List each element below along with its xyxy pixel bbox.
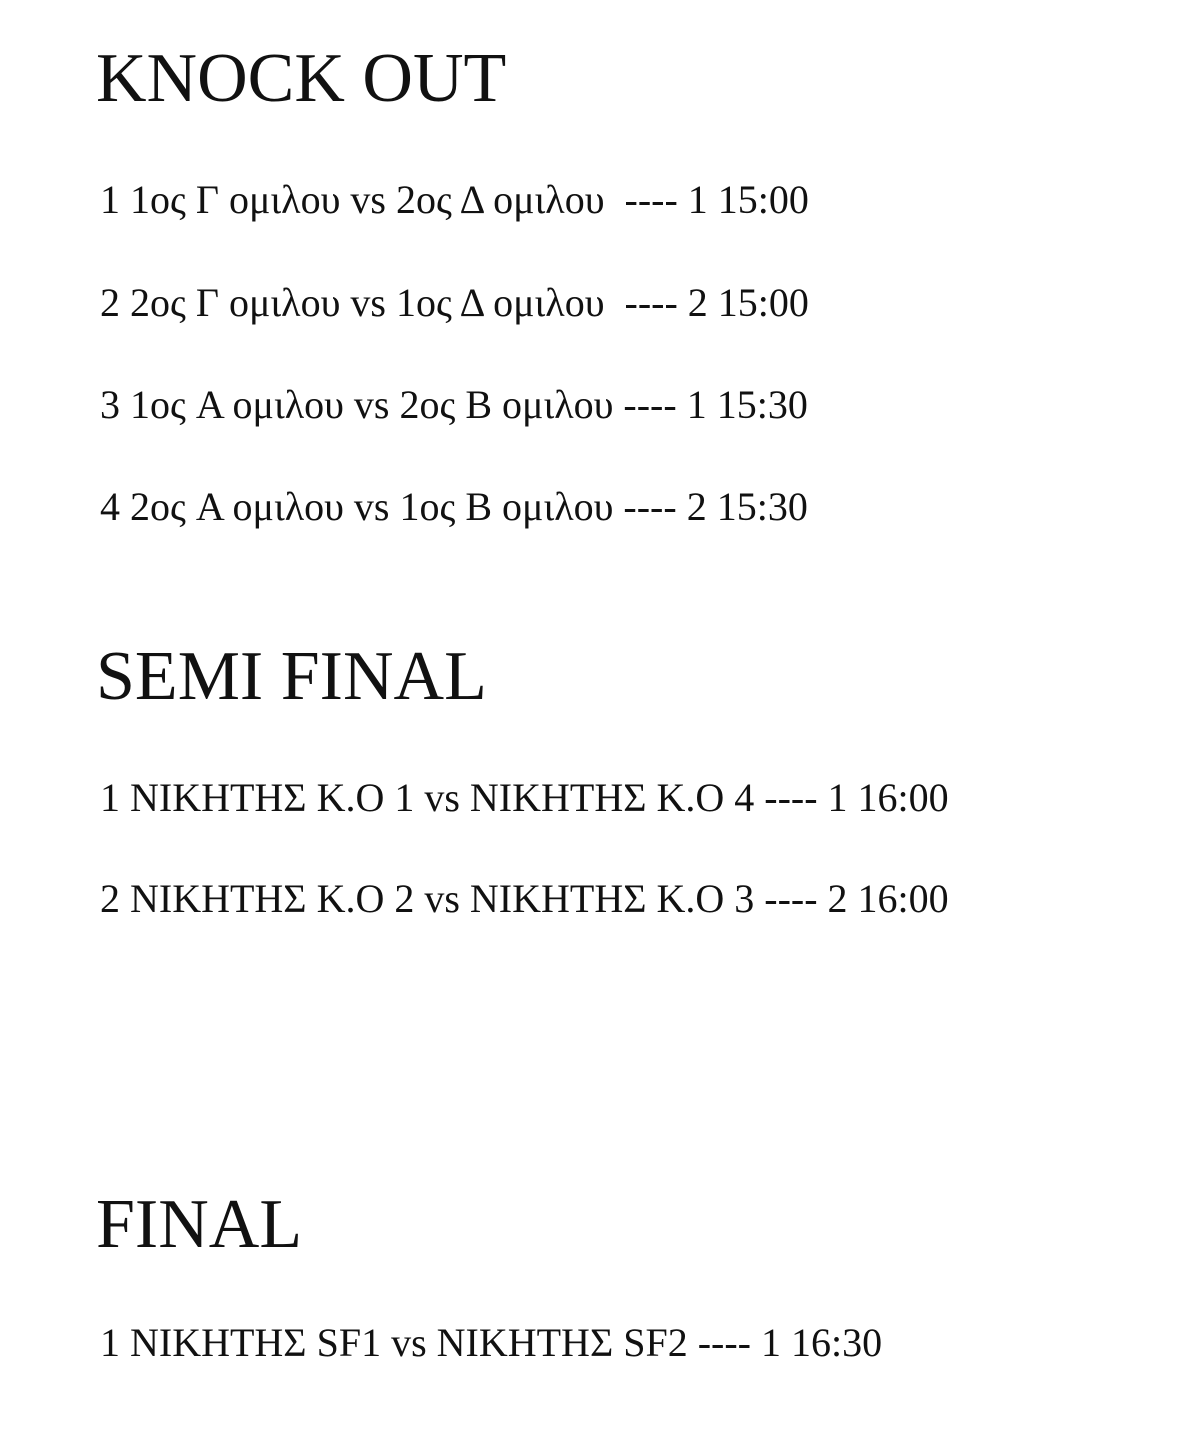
knockout-match-3: 3 1ος A ομιλου vs 2ος B ομιλου ---- 1 15:30 <box>100 382 808 427</box>
semifinal-match-1: 1 ΝΙΚΗΤΗΣ Κ.Ο 1 vs ΝΙΚΗΤΗΣ Κ.Ο 4 ---- 1 16:00 <box>100 775 949 820</box>
final-heading: FINAL <box>96 1186 303 1263</box>
semifinal-match-2: 2 ΝΙΚΗΤΗΣ Κ.Ο 2 vs ΝΙΚΗΤΗΣ Κ.Ο 3 ---- 2 16:00 <box>100 876 949 921</box>
knockout-match-1: 1 1ος Γ ομιλου vs 2ος Δ ομιλου ---- 1 15:00 <box>100 177 809 222</box>
semifinal-heading: SEMI FINAL <box>96 638 487 715</box>
knockout-heading: KNOCK OUT <box>96 40 507 117</box>
knockout-match-4: 4 2ος A ομιλου vs 1ος B ομιλου ---- 2 15:30 <box>100 484 808 529</box>
knockout-match-2: 2 2ος Γ ομιλου vs 1ος Δ ομιλου ---- 2 15:00 <box>100 280 809 325</box>
final-match-1: 1 ΝΙΚΗΤΗΣ SF1 vs ΝΙΚΗΤΗΣ SF2 ---- 1 16:30 <box>100 1320 883 1365</box>
